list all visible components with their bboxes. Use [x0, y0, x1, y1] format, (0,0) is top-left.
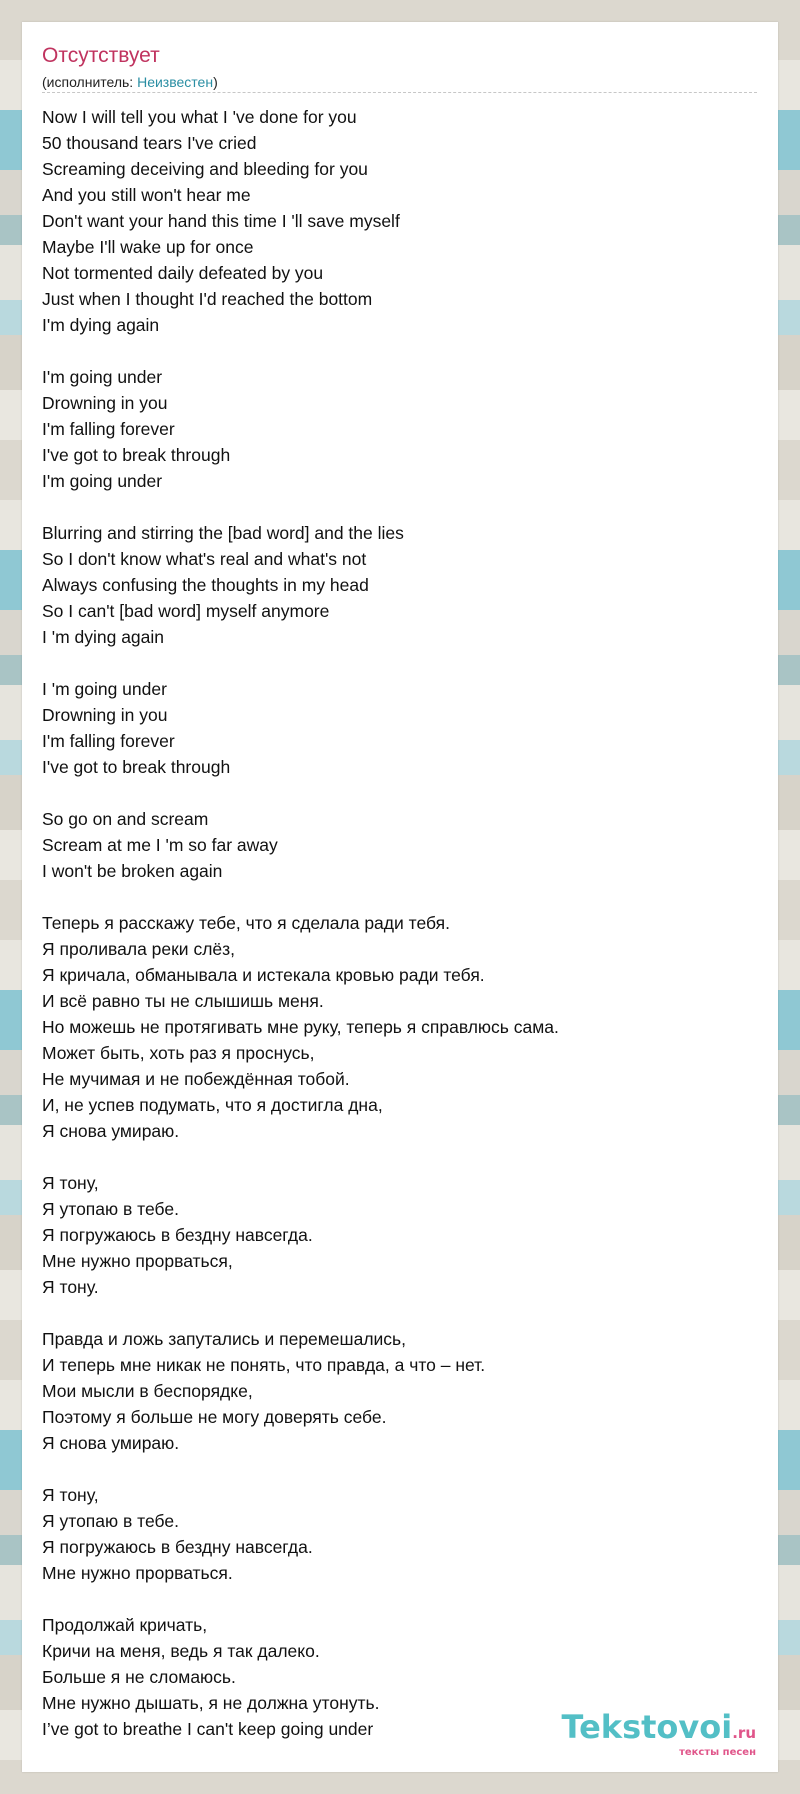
lyric-line: И теперь мне никак не понять, что правда, а что – нет.	[42, 1355, 486, 1375]
lyric-line: Я тону,	[42, 1173, 99, 1193]
lyric-line: I’ve got to breathe I can't keep going under	[42, 1719, 374, 1739]
lyric-line: I'm falling forever	[42, 419, 175, 439]
lyric-line: Blurring and stirring the [bad word] and the lies	[42, 523, 404, 543]
lyric-line: I've got to break through	[42, 757, 231, 777]
lyric-line: Я утопаю в тебе.	[42, 1199, 179, 1219]
lyric-line: I've got to break through	[42, 445, 231, 465]
lyric-line: Кричи на меня, ведь я так далеко.	[42, 1641, 320, 1661]
lyrics-text	[42, 104, 757, 1742]
lyric-line: Always confusing the thoughts in my head	[42, 575, 369, 595]
lyric-line: 50 thousand tears I've cried	[42, 133, 257, 153]
lyric-line: Я снова умираю.	[42, 1121, 180, 1141]
stanza-break	[42, 650, 757, 676]
logo-name: Tekstovoi	[561, 1708, 733, 1746]
lyric-line: Scream at me I 'm so far away	[42, 835, 278, 855]
lyric-line: I 'm going under	[42, 679, 167, 699]
lyric-line: Я погружаюсь в бездну навсегда.	[42, 1225, 313, 1245]
lyric-line: И, не успев подумать, что я достигла дна,	[42, 1095, 383, 1115]
stanza-break	[42, 494, 757, 520]
site-logo[interactable]	[562, 1710, 756, 1758]
lyric-line: Just when I thought I'd reached the bottom	[42, 289, 373, 309]
lyric-line: Screaming deceiving and bleeding for you	[42, 159, 368, 179]
artist-link[interactable]: Неизвестен	[137, 74, 214, 90]
lyric-line: Drowning in you	[42, 393, 168, 413]
stanza-break	[42, 1300, 757, 1326]
title-divider	[42, 92, 757, 93]
lyric-line: I won't be broken again	[42, 861, 223, 881]
lyrics-card	[22, 22, 778, 1772]
stanza-break	[42, 780, 757, 806]
lyric-line: So I don't know what's real and what's not	[42, 549, 367, 569]
lyric-line: Не мучимая и не побеждённая тобой.	[42, 1069, 350, 1089]
lyric-line: Maybe I'll wake up for once	[42, 237, 254, 257]
lyric-line: I'm going under	[42, 471, 163, 491]
lyric-line: So I can't [bad word] myself anymore	[42, 601, 330, 621]
stanza-break	[42, 1456, 757, 1482]
lyric-line: I 'm dying again	[42, 627, 165, 647]
lyric-line: Больше я не сломаюсь.	[42, 1667, 236, 1687]
lyric-line: Мне нужно дышать, я не должна утонуть.	[42, 1693, 380, 1713]
lyric-line: Мои мысли в беспорядке,	[42, 1381, 253, 1401]
lyric-line: И всё равно ты не слышишь меня.	[42, 991, 324, 1011]
lyric-line: Но можешь не протягивать мне руку, теперь я справлюсь сама.	[42, 1017, 559, 1037]
lyric-line: Not tormented daily defeated by you	[42, 263, 324, 283]
lyric-line: Поэтому я больше не могу доверять себе.	[42, 1407, 387, 1427]
lyric-line: Продолжай кричать,	[42, 1615, 208, 1635]
artist-line	[42, 73, 218, 91]
lyric-line: Drowning in you	[42, 705, 168, 725]
lyric-line: So go on and scream	[42, 809, 209, 829]
lyric-line: I'm going under	[42, 367, 163, 387]
logo-tld: .ru	[732, 1724, 756, 1742]
stanza-break	[42, 884, 757, 910]
lyric-line: Мне нужно прорваться,	[42, 1251, 233, 1271]
lyric-line: Теперь я расскажу тебе, что я сделала ради тебя.	[42, 913, 450, 933]
lyric-line: I'm dying again	[42, 315, 160, 335]
lyric-line: Я погружаюсь в бездну навсегда.	[42, 1537, 313, 1557]
logo-tagline: тексты песен	[679, 1747, 756, 1758]
lyric-line: Я кричала, обманывала и истекала кровью ради тебя.	[42, 965, 485, 985]
lyric-line: Правда и ложь запутались и перемешались,	[42, 1329, 407, 1349]
lyric-line: Я снова умираю.	[42, 1433, 180, 1453]
stanza-break	[42, 1586, 757, 1612]
lyric-line: And you still won't hear me	[42, 185, 251, 205]
lyric-line: Я проливала реки слёз,	[42, 939, 236, 959]
lyric-line: Я утопаю в тебе.	[42, 1511, 179, 1531]
lyric-line: Don't want your hand this time I 'll save myself	[42, 211, 400, 231]
stanza-break	[42, 1144, 757, 1170]
lyric-line: Now I will tell you what I 've done for you	[42, 107, 357, 127]
stanza-break	[42, 338, 757, 364]
artist-suffix: )	[213, 74, 218, 90]
lyric-line: Я тону.	[42, 1277, 99, 1297]
lyric-line: Я тону,	[42, 1485, 99, 1505]
song-title: Отсутствует	[42, 44, 160, 67]
artist-prefix: (исполнитель:	[42, 74, 138, 90]
lyric-line: Мне нужно прорваться.	[42, 1563, 233, 1583]
lyric-line: I'm falling forever	[42, 731, 175, 751]
lyric-line: Может быть, хоть раз я проснусь,	[42, 1043, 315, 1063]
